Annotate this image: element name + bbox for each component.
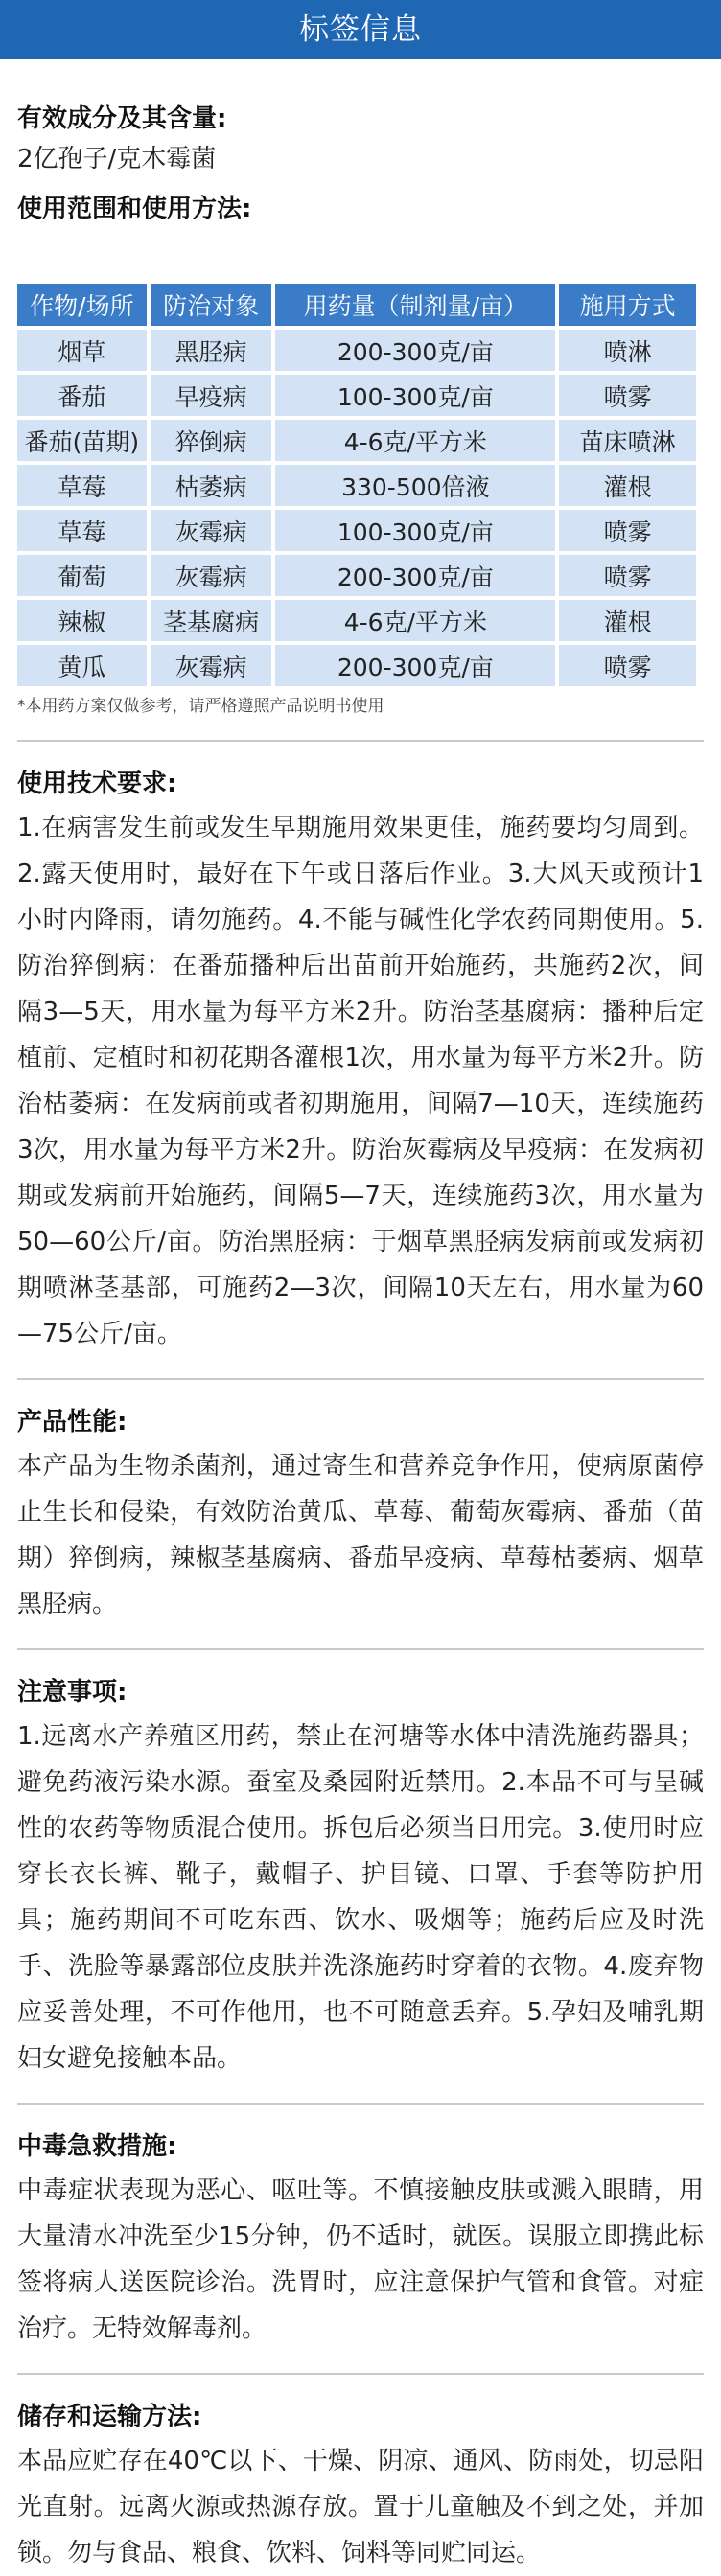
table-cell: 茎基腐病 (151, 600, 272, 641)
table-cell: 番茄 (17, 375, 147, 416)
table-cell: 草莓 (17, 510, 147, 551)
table-row (17, 330, 696, 371)
table-cell: 早疫病 (151, 375, 272, 416)
table-cell: 灰霉病 (151, 510, 272, 551)
section-divider (17, 1648, 704, 1650)
table-cell: 黑胫病 (151, 330, 272, 371)
table-cell: 灌根 (559, 600, 696, 641)
page-header (0, 0, 721, 59)
table-cell: 枯萎病 (151, 465, 272, 506)
table-cell: 330-500倍液 (275, 465, 555, 506)
table-cell: 200-300克/亩 (275, 645, 555, 686)
table-cell: 苗床喷淋 (559, 420, 696, 461)
ingredient-label: 有效成分及其含量: (17, 104, 227, 133)
table-cell: 100-300克/亩 (275, 510, 555, 551)
section-title: 中毒急救措施: (17, 2132, 177, 2161)
column-header: 作物/场所 (17, 284, 147, 326)
table-cell: 200-300克/亩 (275, 555, 555, 596)
dosage-table-body (17, 330, 696, 686)
table-cell: 喷雾 (559, 510, 696, 551)
column-header: 用药量（制剂量/亩） (275, 284, 555, 326)
table-cell: 草莓 (17, 465, 147, 506)
section-divider (17, 2373, 704, 2375)
table-cell: 喷雾 (559, 375, 696, 416)
section-title: 产品性能: (17, 1408, 128, 1437)
table-row (17, 555, 696, 596)
table-row (17, 510, 696, 551)
section-body: 1.在病害发生前或发生早期施用效果更佳，施药要均匀周到。2.露天使用时，最好在下午或日落后作业。3.大风天或预计1小时内降雨，请勿施药。4.不能与碱性化学农药同期使用。5.防治猝倒病：在番茄播种后出苗前开始施药，共施药2次，间隔3—5天，用水量为每平方米2升。防治茎基腐病：播种后定植前、定植时和初花期各灌根1次，用水量为每平方米2升。防治枯萎病：在发病前或者初期施用，间隔7—10天，连续施药3次，用水量为每平方米2升。防治灰霉病及早疫病：在发病初期或发病前开始施药，间隔5—7天，连续施药3次，用水量为50—60公斤/亩。防治黑胫病：于烟草黑胫病发病前或发病初期喷淋茎基部，可施药2—3次，间隔10天左右，用水量为60—75公斤/亩。 (17, 814, 704, 1348)
table-header-row (17, 284, 696, 326)
table-cell: 4-6克/平方米 (275, 600, 555, 641)
section-body: 中毒症状表现为恶心、呕吐等。不慎接触皮肤或溅入眼睛，用大量清水冲洗至少15分钟，仍不适时，就医。误服立即携此标签将病人送医院诊治。洗胃时，应注意保护气管和食管。对症治疗。无特效解毒剂。 (17, 2176, 704, 2343)
table-cell: 灰霉病 (151, 555, 272, 596)
section-title: 使用技术要求: (17, 770, 177, 798)
table-cell: 烟草 (17, 330, 147, 371)
label-content (0, 102, 721, 2576)
table-cell: 灰霉病 (151, 645, 272, 686)
table-cell: 辣椒 (17, 600, 147, 641)
table-row (17, 420, 696, 461)
info-sections (17, 740, 704, 2576)
table-note: *本用药方案仅做参考，请严格遵照产品说明书使用 (17, 697, 384, 716)
section-body: 本品应贮存在40℃以下、干燥、阴凉、通风、防雨处，切忌阳光直射。远离火源或热源存放。置于儿童触及不到之处，并加锁。勿与食品、粮食、饮料、饲料等同贮同运。 (17, 2447, 704, 2567)
section-divider (17, 1378, 704, 1380)
section-body: 1.远离水产养殖区用药，禁止在河塘等水体中清洗施药器具；避免药液污染水源。蚕室及桑园附近禁用。2.本品不可与呈碱性的农药等物质混合使用。拆包后必须当日用完。3.使用时应穿长衣长裤、靴子，戴帽子、护目镜、口罩、手套等防护用具；施药期间不可吃东西、饮水、吸烟等；施药后应及时洗手、洗脸等暴露部位皮肤并洗涤施药时穿着的衣物。4.废弃物应妥善处理，不可作他用，也不可随意丢弃。5.孕妇及哺乳期妇女避免接触本品。 (17, 1722, 704, 2073)
table-cell: 葡萄 (17, 555, 147, 596)
table-row (17, 600, 696, 641)
table-row (17, 465, 696, 506)
table-cell: 喷雾 (559, 555, 696, 596)
table-cell: 番茄(苗期) (17, 420, 147, 461)
section-title: 注意事项: (17, 1678, 128, 1707)
table-row (17, 645, 696, 686)
ingredient-value: 2亿孢子/克木霉菌 (17, 145, 217, 173)
table-cell: 喷淋 (559, 330, 696, 371)
header-title: 标签信息 (299, 12, 422, 47)
table-cell: 100-300克/亩 (275, 375, 555, 416)
table-cell: 猝倒病 (151, 420, 272, 461)
section-divider (17, 2103, 704, 2104)
table-row (17, 375, 696, 416)
table-cell: 4-6克/平方米 (275, 420, 555, 461)
section-divider (17, 740, 704, 742)
table-cell: 灌根 (559, 465, 696, 506)
column-header: 施用方式 (559, 284, 696, 326)
usage-label: 使用范围和使用方法: (17, 195, 252, 223)
table-cell: 黄瓜 (17, 645, 147, 686)
section-body: 本产品为生物杀菌剂，通过寄生和营养竞争作用，使病原菌停止生长和侵染，有效防治黄瓜、草莓、葡萄灰霉病、番茄（苗期）猝倒病，辣椒茎基腐病、番茄早疫病、草莓枯萎病、烟草黑胫病。 (17, 1452, 704, 1619)
dosage-table (13, 280, 700, 690)
section-title: 储存和运输方法: (17, 2403, 202, 2431)
table-cell: 喷雾 (559, 645, 696, 686)
table-cell: 200-300克/亩 (275, 330, 555, 371)
column-header: 防治对象 (151, 284, 272, 326)
